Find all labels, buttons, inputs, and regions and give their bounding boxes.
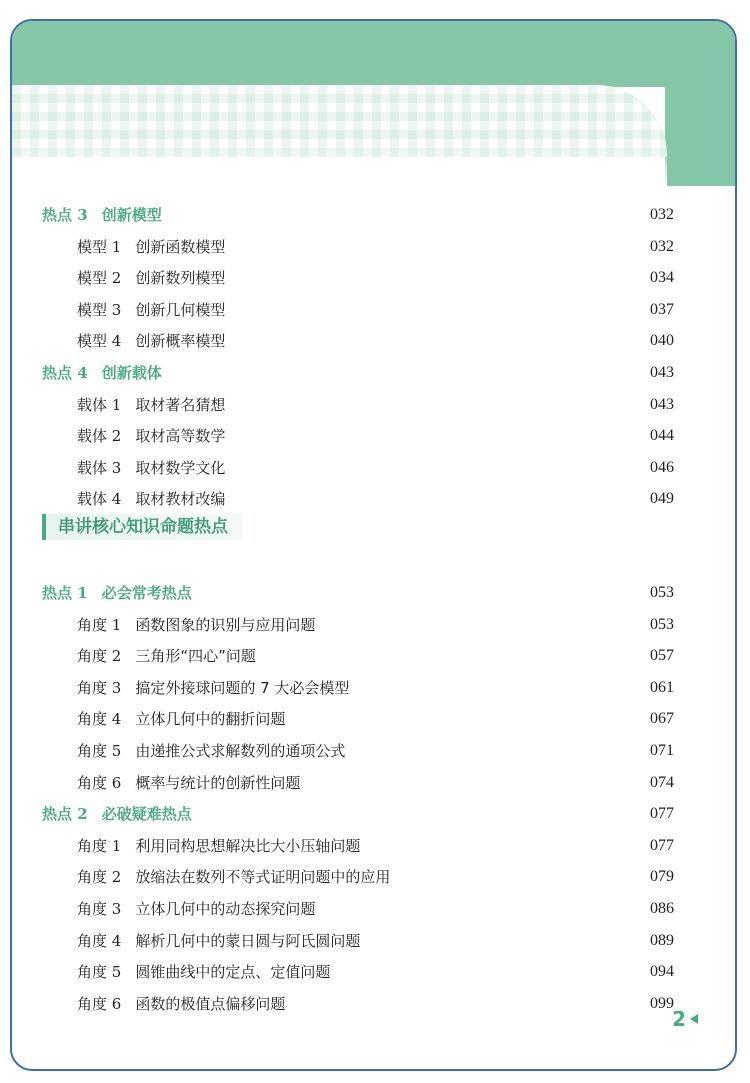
toc-entry-row[interactable]	[0, 676, 727, 700]
header-fade	[12, 85, 667, 186]
toc-entry-page: 053	[650, 615, 674, 633]
toc-entry-prefix: 角度	[77, 994, 108, 1013]
toc-entry-title: 圆锥曲线中的定点、定值问题	[135, 963, 331, 982]
toc-entry-prefix: 角度	[77, 900, 108, 918]
toc-entry-row[interactable]	[0, 644, 727, 668]
toc-entry-label	[77, 613, 315, 637]
toc-entry-row[interactable]	[0, 929, 727, 953]
header-teal-bar	[12, 21, 735, 87]
toc-entry-title: 取材高等数学	[135, 427, 226, 446]
toc-entry-label	[77, 424, 225, 448]
toc-entry-number: 4	[111, 710, 122, 729]
toc-entry-number: 4	[111, 931, 122, 950]
toc-entry-label	[42, 581, 192, 605]
toc-entry-title: 函数的极值点偏移问题	[135, 994, 286, 1013]
toc-entry-row[interactable]	[0, 329, 727, 353]
toc-entry-title: 三角形“四心”问题	[135, 647, 256, 666]
toc-entry-page: 057	[650, 647, 674, 665]
toc-entry-number: 3	[111, 900, 122, 918]
toc-entry-label	[77, 992, 285, 1016]
toc-entry-number: 2	[111, 647, 122, 666]
toc-heading-row[interactable]	[0, 203, 727, 227]
toc-entry-label	[77, 487, 225, 511]
toc-entry-row[interactable]	[0, 487, 727, 511]
toc-entry-row[interactable]	[0, 739, 727, 763]
toc-entry-row[interactable]	[0, 897, 727, 921]
toc-entry-prefix: 角度	[77, 836, 108, 855]
toc-entry-prefix: 模型	[77, 332, 108, 351]
toc-entry-prefix: 载体	[77, 427, 108, 446]
toc-entry-page: 043	[650, 364, 674, 381]
toc-entry-number: 4	[111, 490, 122, 509]
toc-entry-page: 061	[650, 678, 674, 696]
toc-entry-label	[77, 834, 360, 858]
toc-entry-page: 034	[650, 269, 674, 287]
toc-entry-page: 086	[650, 900, 674, 917]
section-title: 串讲核心知识命题热点	[42, 514, 242, 540]
toc-entry-row[interactable]	[0, 424, 727, 448]
toc-entry-label	[77, 235, 225, 259]
toc-entry-title: 函数图象的识别与应用问题	[135, 615, 316, 634]
toc-entry-number: 3	[111, 678, 122, 697]
toc-entry-title: 创新概率模型	[135, 332, 226, 351]
toc-entry-page: 067	[650, 710, 674, 728]
toc-entry-title: 立体几何中的翻折问题	[135, 710, 286, 729]
toc-entry-prefix: 角度	[77, 647, 108, 666]
toc-entry-prefix: 热点	[42, 364, 73, 382]
toc-entry-title: 必破疑难热点	[101, 805, 192, 824]
toc-entry-page: 043	[650, 395, 674, 413]
toc-heading-row[interactable]	[0, 361, 727, 385]
toc-entry-title: 解析几何中的蒙日圆与阿氏圆问题	[135, 931, 361, 950]
toc-entry-title: 由递推公式求解数列的通项公式	[135, 742, 346, 760]
page-arrow-icon	[690, 1014, 698, 1024]
toc-entry-prefix: 载体	[77, 395, 108, 414]
toc-entry-prefix: 角度	[77, 868, 108, 887]
toc-entry-page: 077	[650, 836, 674, 854]
toc-entry-label	[77, 644, 256, 668]
toc-entry-label	[42, 802, 192, 826]
toc-entry-page: 077	[650, 805, 674, 823]
toc-entry-row[interactable]	[0, 298, 727, 322]
toc-entry-label	[77, 929, 360, 953]
toc-entry-label	[77, 707, 285, 731]
toc-entry-title: 取材数学文化	[135, 458, 226, 477]
toc-entry-label	[77, 771, 300, 795]
toc-entry-page: 053	[650, 584, 674, 601]
toc-entry-row[interactable]	[0, 865, 727, 889]
toc-entry-number: 2	[77, 805, 88, 824]
toc-entry-prefix: 角度	[77, 615, 108, 634]
toc-entry-prefix: 角度	[77, 773, 108, 792]
toc-entry-page: 099	[650, 994, 674, 1012]
toc-entry-row[interactable]	[0, 393, 727, 417]
toc-entry-page: 079	[650, 868, 674, 886]
toc-entry-label	[42, 361, 162, 385]
toc-entry-number: 5	[111, 742, 122, 760]
toc-entry-label	[77, 266, 225, 290]
toc-entry-page: 089	[650, 931, 674, 949]
toc-entry-title: 创新几何模型	[135, 300, 226, 319]
toc-entry-label	[77, 298, 225, 322]
toc-entry-row[interactable]	[0, 235, 727, 259]
toc-entry-prefix: 模型	[77, 269, 108, 288]
toc-entry-number: 3	[111, 300, 122, 319]
toc-entry-page: 071	[650, 742, 674, 759]
toc-entry-page: 032	[650, 206, 674, 223]
toc-entry-title: 放缩法在数列不等式证明问题中的应用	[135, 868, 391, 887]
toc-entry-label	[77, 960, 330, 984]
toc-entry-page: 049	[650, 490, 674, 508]
toc-entry-number: 1	[111, 836, 122, 855]
toc-heading-row[interactable]	[0, 581, 727, 605]
toc-entry-page: 040	[650, 332, 674, 350]
toc-entry-title: 创新模型	[101, 206, 162, 224]
toc-entry-row[interactable]	[0, 266, 727, 290]
toc-entry-label	[77, 329, 225, 353]
toc-entry-title: 概率与统计的创新性问题	[135, 773, 301, 792]
toc-entry-number: 2	[111, 427, 122, 446]
toc-entry-number: 1	[111, 237, 122, 256]
toc-entry-page: 074	[650, 773, 674, 791]
toc-entry-label	[77, 865, 390, 889]
toc-entry-title: 搞定外接球问题的 7 大必会模型	[135, 678, 350, 697]
header-band	[12, 21, 735, 186]
toc-entry-title: 创新载体	[101, 364, 162, 382]
header-teal-corner	[665, 21, 735, 186]
toc-entry-page: 037	[650, 300, 674, 318]
toc-entry-title: 取材教材改编	[135, 490, 226, 509]
toc-entry-number: 1	[111, 615, 122, 634]
toc-entry-number: 4	[111, 332, 122, 351]
toc-entry-number: 6	[111, 994, 122, 1013]
page-number: 2	[672, 1007, 686, 1031]
toc-entry-page: 044	[650, 427, 674, 445]
toc-entry-row[interactable]	[0, 992, 727, 1016]
toc-entry-page: 032	[650, 237, 674, 255]
toc-entry-number: 1	[77, 584, 88, 602]
toc-entry-row[interactable]	[0, 834, 727, 858]
toc-entry-number: 2	[111, 269, 122, 288]
toc-entry-label	[77, 897, 315, 921]
toc-entry-label	[77, 456, 225, 480]
toc-entry-prefix: 角度	[77, 710, 108, 729]
toc-entry-prefix: 模型	[77, 300, 108, 319]
toc-entry-number: 3	[111, 458, 122, 477]
toc-entry-prefix: 热点	[42, 584, 73, 602]
toc-entry-title: 立体几何中的动态探究问题	[135, 900, 316, 918]
toc-entry-label	[77, 393, 225, 417]
toc-entry-label	[77, 739, 345, 763]
toc-entry-number: 6	[111, 773, 122, 792]
toc-entry-row[interactable]	[0, 613, 727, 637]
toc-entry-row[interactable]	[0, 960, 727, 984]
toc-entry-number: 2	[111, 868, 122, 887]
toc-entry-title: 创新函数模型	[135, 237, 226, 256]
toc-entry-number: 3	[77, 206, 88, 224]
toc-entry-row[interactable]	[0, 771, 727, 795]
toc-entry-title: 必会常考热点	[101, 584, 192, 602]
toc-entry-prefix: 角度	[77, 963, 108, 982]
toc-entry-prefix: 角度	[77, 678, 108, 697]
toc-entry-label	[77, 676, 349, 700]
toc-entry-page: 046	[650, 458, 674, 476]
toc-entry-number: 1	[111, 395, 122, 414]
toc-entry-title: 创新数列模型	[135, 269, 226, 288]
toc-entry-title: 取材著名猜想	[135, 395, 226, 414]
toc-entry-row[interactable]	[0, 707, 727, 731]
toc-heading-row[interactable]	[0, 802, 727, 826]
toc-entry-number: 4	[77, 364, 88, 382]
toc-entry-prefix: 载体	[77, 490, 108, 509]
toc-entry-title: 利用同构思想解决比大小压轴问题	[135, 836, 361, 855]
toc-entry-prefix: 角度	[77, 742, 108, 760]
toc-entry-prefix: 角度	[77, 931, 108, 950]
toc-entry-page: 094	[650, 963, 674, 981]
toc-entry-number: 5	[111, 963, 122, 982]
toc-entry-prefix: 模型	[77, 237, 108, 256]
toc-entry-row[interactable]	[0, 456, 727, 480]
toc-entry-prefix: 热点	[42, 206, 73, 224]
toc-entry-prefix: 载体	[77, 458, 108, 477]
toc-entry-prefix: 热点	[42, 805, 73, 824]
toc-entry-label	[42, 203, 162, 227]
